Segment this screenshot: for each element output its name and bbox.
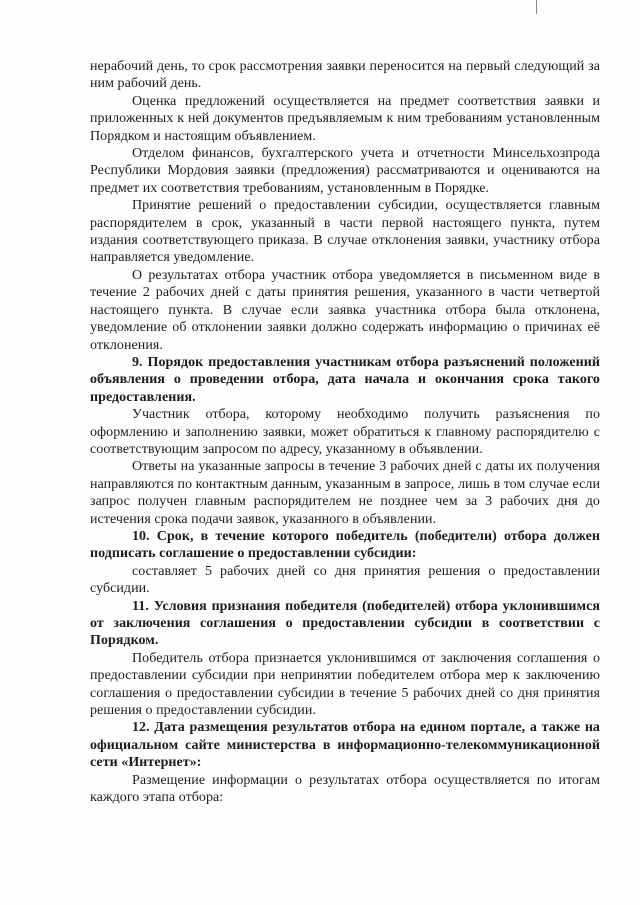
paragraph-evasion-conditions: Победитель отбора признается уклонившимся от заключения соглашения о предоставлении субсидии при непринятии победителем отбора мер к заключению соглашения о предоставлении субсидии в течение 5 рабочих дней со дня принятия решения о предоставлении субсидии.	[90, 650, 600, 719]
section-heading-12: 12. Дата размещения результатов отбора на едином портале, а также на официальном сайте министерства в информационно-телекоммуникационной сети «Интернет»:	[90, 720, 600, 771]
document-body	[90, 58, 600, 806]
paragraph-notification: О результатах отбора участник отбора уведомляется в письменном виде в течение 2 рабочих дней с даты принятия решения, указанного в части четвертой настоящего пункта. В случае если заявка участника отбора была отклонена, уведомление об отклонении заявки должно содержать информацию о причинах её отклонения.	[90, 267, 600, 353]
section-heading-9: 9. Порядок предоставления участникам отбора разъяснений положений объявления о проведении отбора, дата начала и окончания срока такого предоставления.	[90, 354, 600, 405]
paragraph-continuation: нерабочий день, то срок рассмотрения заявки переносится на первый следующий за ним рабочий день.	[90, 59, 600, 92]
paragraph-evaluation: Оценка предложений осуществляется на предмет соответствия заявки и приложенных к ней документов предъявляемым к ним требованиям установленным Порядком и настоящим объявлением.	[90, 93, 600, 144]
paragraph-clarification-response: Ответы на указанные запросы в течение 3 рабочих дней с даты их получения направляются по контактным данным, указанным в запросе, лишь в том случае если запрос получен главным распорядителем не позднее чем за 3 рабочих дня до истечения срока подачи заявок, указанного в объявлении.	[90, 459, 600, 527]
paragraph-signing-term: составляет 5 рабочих дней со дня принятия решения о предоставлении субсидии.	[90, 563, 600, 597]
section-heading-11: 11. Условия признания победителя (победителей) отбора уклонившимся от заключения соглашения о предоставлении субсидии в соответствии с Порядком.	[90, 598, 600, 649]
section-heading-10: 10. Срок, в течение которого победитель (победители) отбора должен подписать соглашение о предоставлении субсидии:	[90, 528, 600, 562]
paragraph-results-publication: Размещение информации о результатах отбора осуществляется по итогам каждого этапа отбора:	[90, 772, 600, 806]
scan-edge-mark	[536, 0, 537, 14]
paragraph-decision: Принятие решений о предоставлении субсидии, осуществляется главным распорядителем в срок, указанный в части первой настоящего пункта, путем издания соответствующего приказа. В случае отклонения заявки, участнику отбора направляется уведомление.	[90, 198, 600, 266]
paragraph-department-review: Отделом финансов, бухгалтерского учета и отчетности Минсельхозпрода Республики Мордовия заявки (предложения) рассматриваются и оцениваются на предмет их соответствия требованиям, установленным в Порядке.	[90, 146, 600, 196]
paragraph-clarification-request: Участник отбора, которому необходимо получить разъяснения по оформлению и заполнению заявки, может обратиться к главному распорядителю с соответствующим запросом по адресу, указанному в объявлении.	[90, 407, 600, 457]
